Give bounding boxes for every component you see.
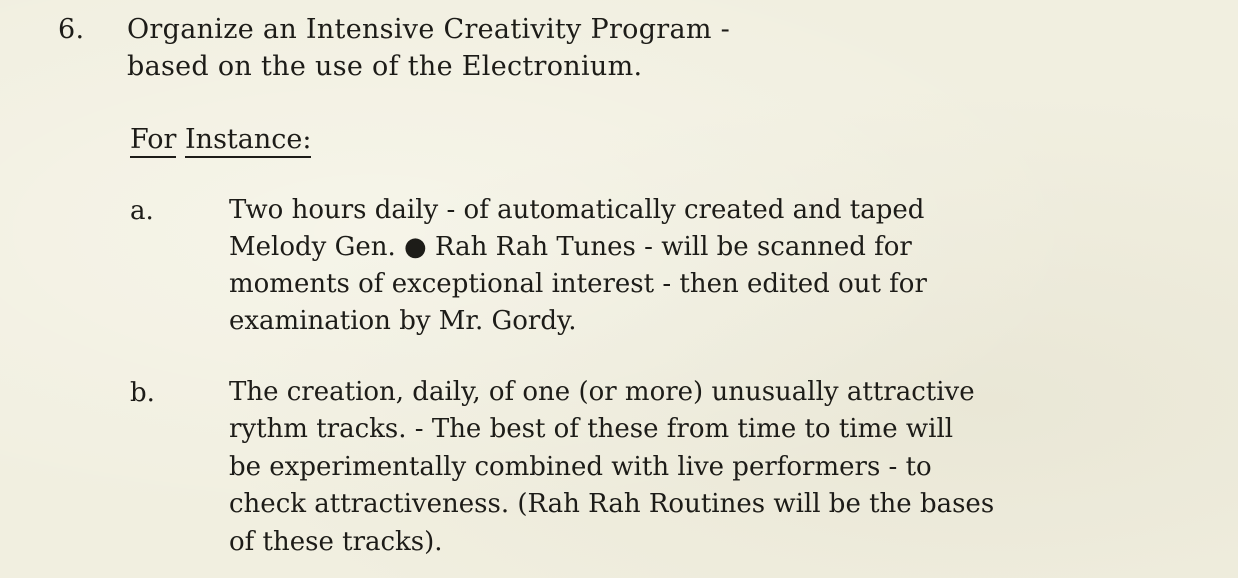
item-title-line-1: Organize an Intensive Creativity Program -: [127, 14, 731, 45]
point-b-line: check attractiveness. (Rah Rah Routines will be the bases: [229, 489, 995, 520]
point-a-line: moments of exceptional interest - then edited out for: [229, 269, 927, 299]
point-b-line: rythm tracks. - The best of these from time to time will: [229, 414, 954, 445]
point-a-line: Two hours daily - of automatically created and taped: [229, 195, 925, 225]
point-a-line: examination by Mr. Gordy.: [229, 306, 577, 336]
point-a-line: Melody Gen. ● Rah Rah Tunes - will be scanned for: [229, 232, 912, 262]
point-b-line: The creation, daily, of one (or more) unusually attractive: [229, 377, 975, 407]
point-marker-b: b.: [130, 378, 155, 408]
point-marker-a: a.: [130, 196, 154, 226]
point-b-line: be experimentally combined with live performers - to: [229, 451, 932, 482]
subheading-word-2: Instance:: [185, 124, 311, 158]
point-text-b: [229, 374, 994, 561]
item-number: 6.: [58, 14, 85, 45]
point-b-line: of these tracks).: [229, 526, 443, 557]
point-text-a: [229, 192, 927, 340]
item-title-line-2: based on the use of the Electronium.: [127, 51, 643, 82]
subheading: [130, 121, 311, 158]
subheading-word-1: For: [130, 124, 176, 158]
